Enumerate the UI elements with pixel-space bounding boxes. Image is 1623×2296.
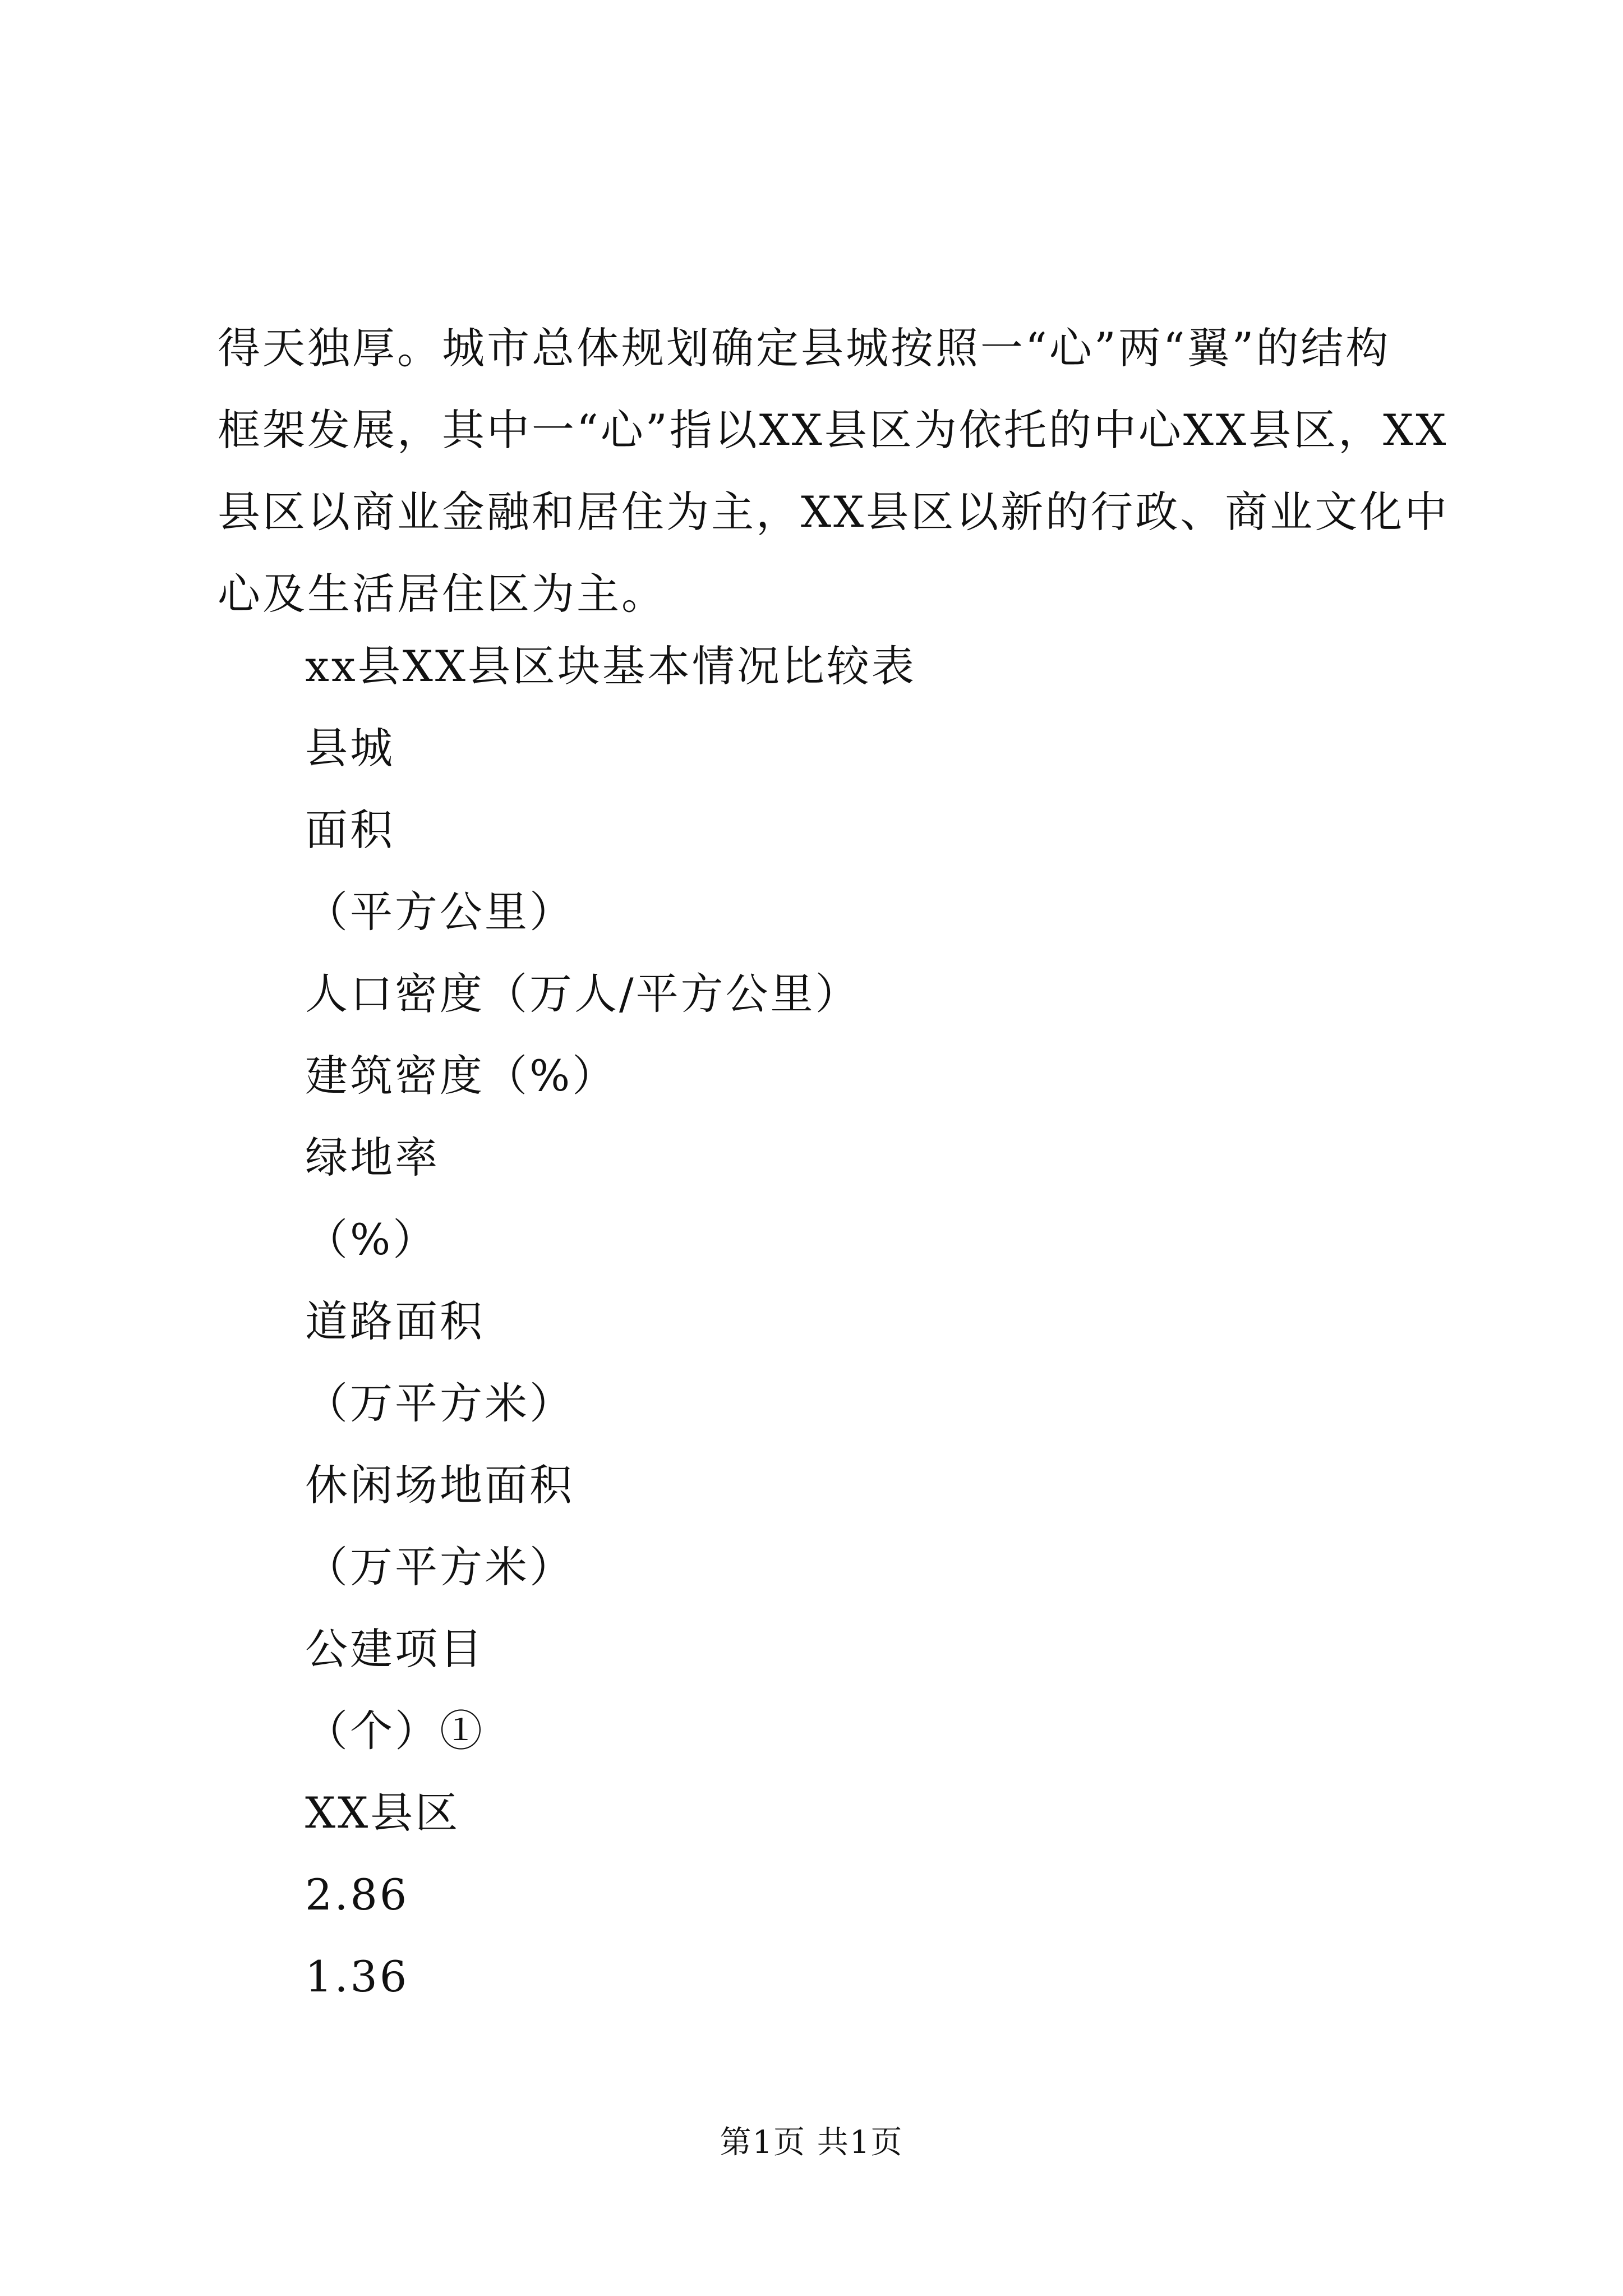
list-item: （平方公里） — [305, 887, 574, 937]
list-item: 面积 — [305, 805, 395, 855]
paragraph-line: 心及生活居住区为主。 — [218, 569, 666, 619]
list-item: 道路面积 — [305, 1296, 485, 1346]
body-paragraph — [218, 307, 1450, 635]
paragraph-line: 框架发展，其中一“心”指以XX县区为依托的中心XX县区，XX — [218, 405, 1449, 455]
list-item: 建筑密度（%） — [305, 1051, 617, 1101]
list-item: 休闲场地面积 — [305, 1460, 574, 1510]
list-item: 县城 — [305, 723, 395, 773]
list-item: 公建项目 — [305, 1624, 485, 1674]
paragraph-line: 县区以商业金融和居住为主，XX县区以新的行政、商业文化中 — [218, 487, 1450, 537]
list-item: XX县区 — [305, 1788, 460, 1838]
list-item: （个）① — [305, 1706, 485, 1756]
paragraph-line: 得天独厚。城市总体规划确定县城按照一“心”两“翼”的结构 — [218, 323, 1391, 373]
list-item: （%） — [305, 1214, 438, 1264]
list-item: 绿地率 — [305, 1133, 440, 1182]
list-item: 1.36 — [305, 1952, 409, 2001]
table-title: xx县XX县区块基本情况比较表 — [305, 641, 916, 691]
list-item: 人口密度（万人/平方公里） — [305, 969, 860, 1019]
list-item: （万平方米） — [305, 1542, 574, 1592]
list-item: （万平方米） — [305, 1378, 574, 1428]
list-item: 2.86 — [305, 1870, 409, 1920]
page-footer: 第1页 共1页 — [720, 2124, 903, 2161]
